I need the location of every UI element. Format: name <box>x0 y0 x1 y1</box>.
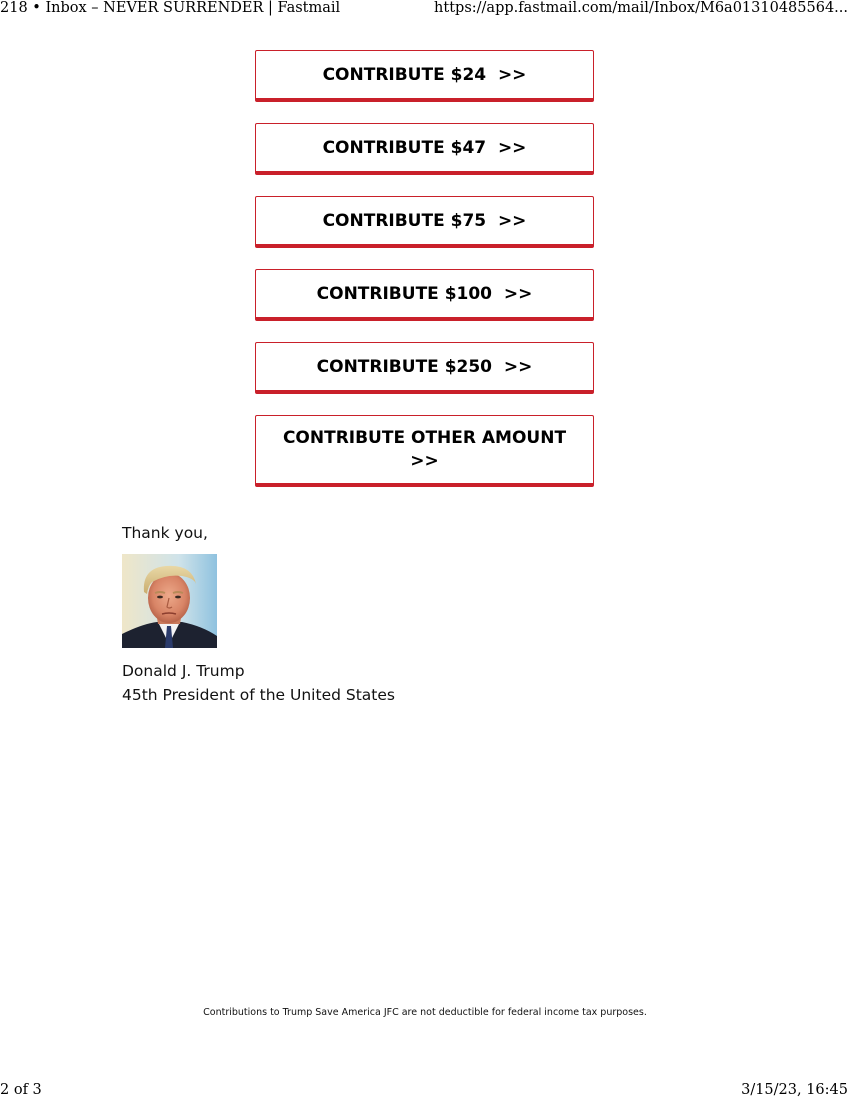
contribute-47-button[interactable]: CONTRIBUTE $47 >> <box>255 123 594 175</box>
contribute-75-button[interactable]: CONTRIBUTE $75 >> <box>255 196 594 248</box>
signature-block <box>122 659 395 707</box>
portrait-image <box>122 554 217 648</box>
signer-title: 45th President of the United States <box>122 686 395 704</box>
signer-name: Donald J. Trump <box>122 662 245 680</box>
print-footer <box>0 1082 850 1102</box>
legal-disclaimer: Contributions to Trump Save America JFC are not deductible for federal income tax purposes. <box>203 1007 647 1018</box>
signoff-text: Thank you, <box>122 524 208 542</box>
print-timestamp: 3/15/23, 16:45 <box>741 1082 848 1098</box>
contribute-250-button[interactable]: CONTRIBUTE $250 >> <box>255 342 594 394</box>
print-header-url: https://app.fastmail.com/mail/Inbox/M6a01310485564... <box>434 0 848 16</box>
contribute-100-button[interactable]: CONTRIBUTE $100 >> <box>255 269 594 321</box>
print-header <box>0 0 850 20</box>
print-header-title: 218 • Inbox – NEVER SURRENDER | Fastmail <box>0 0 341 16</box>
contribute-other-amount-button[interactable]: CONTRIBUTE OTHER AMOUNT >> <box>255 415 594 487</box>
page-count: 2 of 3 <box>0 1082 42 1098</box>
signer-portrait <box>122 554 217 648</box>
contribution-buttons <box>255 50 594 508</box>
contribute-24-button[interactable]: CONTRIBUTE $24 >> <box>255 50 594 102</box>
